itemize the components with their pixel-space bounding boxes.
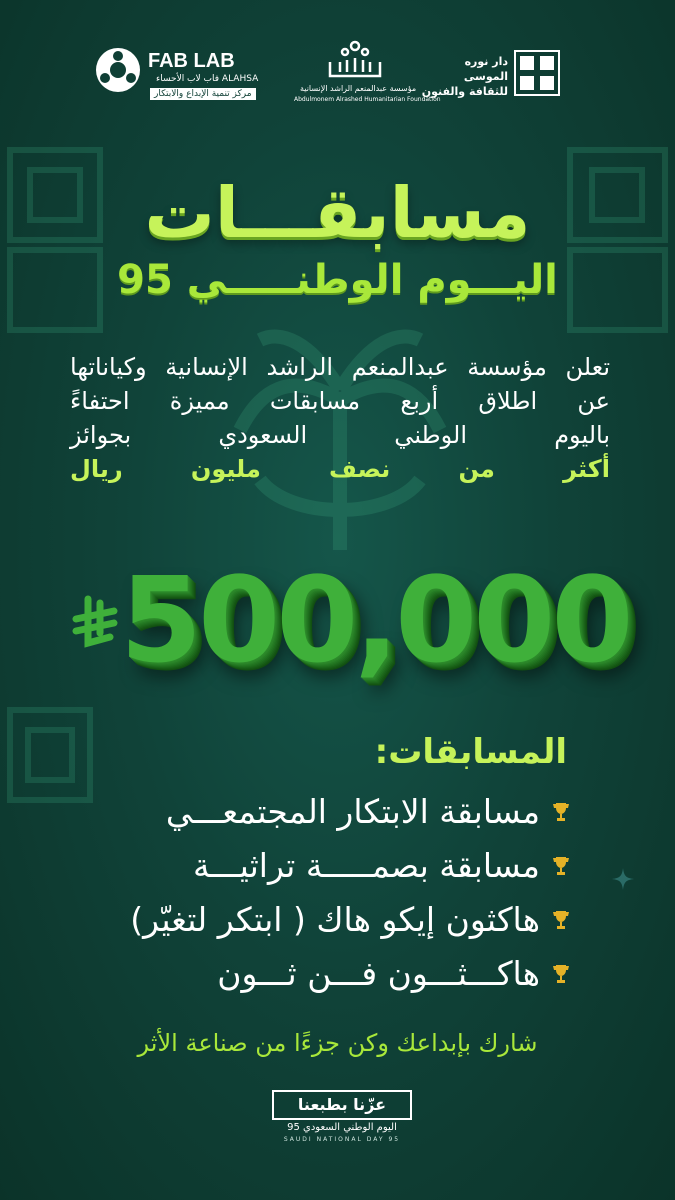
fablab-title: FAB LAB <box>148 50 235 72</box>
prize-amount-value: 500,000 <box>120 551 630 689</box>
fablab-subtitle: فاب لاب الأحساء ALAHSA <box>156 74 259 84</box>
prize-amount <box>0 551 675 689</box>
foundation-name-ar: مؤسسة عبدالمنعم الراشد الإنسانية <box>300 84 417 93</box>
trophy-icon <box>552 855 570 877</box>
announcement-line-3: باليوم الوطني السعودي بجوائز <box>70 421 610 449</box>
fablab-logo-icon <box>96 48 140 92</box>
announcement-line-2: عن اطلاق أربع مسابقات مميزة احتفاءً <box>70 387 610 415</box>
competition-label: مسابقة الابتكار المجتمعـــي <box>165 792 540 831</box>
competition-item <box>80 893 570 947</box>
sparkle-icon <box>612 868 634 890</box>
footer-tagline: شارك بإبداعك وكن جزءًا من صناعة الأثر <box>137 1029 538 1057</box>
competitions-list <box>80 785 570 1001</box>
competition-label: مسابقة بصمـــــة تراثيـــة <box>192 846 540 885</box>
foundation-logo <box>294 40 441 110</box>
nora-name-line2: للثقافة والفنون <box>421 85 508 98</box>
foundation-name-en: Abdulmonem Alrashed Humanitarian Foundation <box>294 96 441 103</box>
competition-label: هاكـــثـــون فـــن ثـــون <box>217 954 540 993</box>
competition-item <box>80 839 570 893</box>
national-day-subtitle: اليوم الوطني السعودي 95 <box>287 1122 397 1133</box>
announcement-line-1: تعلن مؤسسة عبدالمنعم الراشد الإنسانية وكياناتها <box>70 353 610 381</box>
trophy-icon <box>552 801 570 823</box>
national-day-english: SAUDI NATIONAL DAY 95 <box>283 1136 401 1143</box>
national-day-logo <box>262 1090 422 1150</box>
page-title: مسابقـــات <box>144 172 531 254</box>
partner-logos <box>0 40 675 110</box>
nora-name <box>420 54 508 99</box>
nora-logo <box>420 48 580 104</box>
nora-logo-icon <box>514 50 560 96</box>
national-day-title: عزّنا بطبعنا <box>272 1090 412 1120</box>
announcement-highlight: أكثر من نصف مليون ريال <box>70 455 610 483</box>
foundation-logo-icon <box>300 40 410 84</box>
trophy-icon <box>552 963 570 985</box>
competition-item <box>80 785 570 839</box>
competition-label: هاكثون إيكو هاك ( ابتكر لتغيّر) <box>130 900 540 939</box>
fablab-band: مركز تنمية الإبداع والابتكار <box>150 88 256 100</box>
trophy-icon <box>552 909 570 931</box>
fablab-logo <box>96 46 259 104</box>
competition-item <box>80 947 570 1001</box>
page-subtitle: اليـــوم الوطنـــــي 95 <box>117 257 558 303</box>
competitions-heading: المسابقات: <box>374 732 567 772</box>
nora-name-line1: دار نوره الموسى <box>463 55 508 83</box>
announcement-text <box>70 350 610 486</box>
riyal-symbol-icon <box>70 593 120 653</box>
